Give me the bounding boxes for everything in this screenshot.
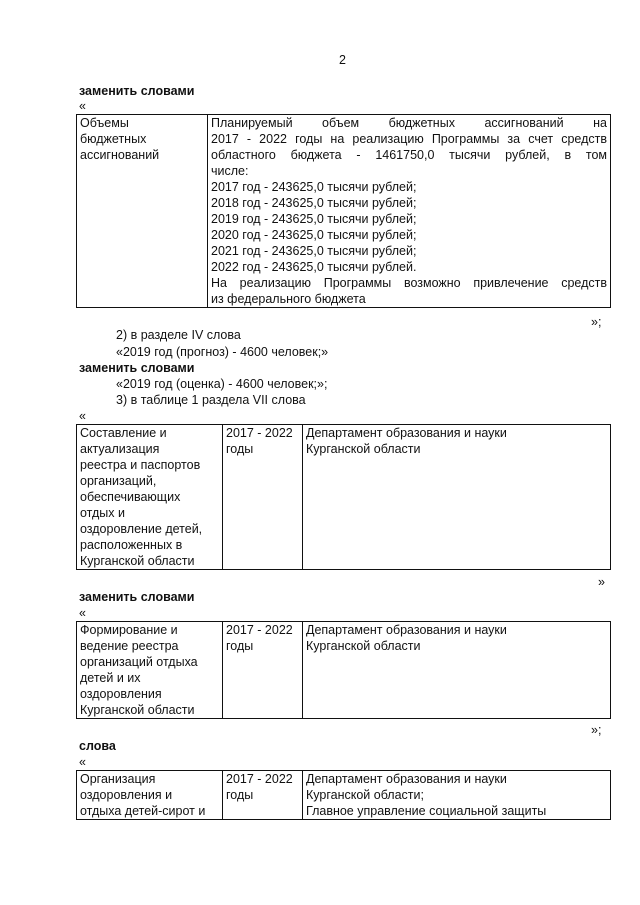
item-2-line: 2) в разделе IV слова (116, 328, 241, 342)
period-cell (223, 425, 303, 570)
open-quote: « (79, 99, 86, 113)
cell-text: из федерального бюджета (211, 292, 366, 306)
cell-text: числе: (211, 164, 249, 178)
table-row (77, 425, 611, 570)
item-2-new-text: «2019 год (оценка) - 4600 человек;»; (116, 377, 328, 391)
cell-text: бюджетных (80, 132, 147, 146)
cell-text: 2021 год - 243625,0 тысячи рублей; (211, 244, 417, 258)
cell-text: 2017 - 2022 (226, 772, 293, 786)
item-3-line: 3) в таблице 1 раздела VII слова (116, 393, 306, 407)
cell-text: годы (226, 442, 254, 456)
cell-text: Курганской области; (306, 788, 424, 802)
page-number: 2 (339, 53, 346, 67)
cell-text: ведение реестра (80, 639, 179, 653)
cell-text: 2017 - 2022 (226, 623, 293, 637)
cell-text: оздоровления и (80, 788, 173, 802)
cell-text: Департамент образования и науки (306, 426, 507, 440)
cell-text: организаций, (80, 474, 157, 488)
cell-text: Департамент образования и науки (306, 623, 507, 637)
cell-text: Главное управление социальной защиты (306, 804, 547, 818)
cell-text: Курганской области (80, 703, 195, 717)
cell-text: Планируемый объем бюджетных ассигнований на (211, 116, 607, 130)
cell-text: реестра и паспортов (80, 458, 201, 472)
cell-text: 2017 - 2022 (226, 426, 293, 440)
open-quote: « (79, 755, 86, 769)
table-row (77, 771, 611, 820)
replace-words-heading: заменить словами (79, 84, 195, 98)
item-2-old-text: «2019 год (прогноз) - 4600 человек;» (116, 345, 329, 359)
responsible-cell (303, 622, 611, 719)
cell-text: актуализация (80, 442, 160, 456)
cell-text: годы (226, 639, 254, 653)
measures-table-new (76, 621, 611, 719)
cell-text: Организация (80, 772, 156, 786)
measure-name-cell (77, 622, 223, 719)
replace-words-heading: заменить словами (79, 590, 195, 604)
cell-text: Курганской области (80, 554, 195, 568)
cell-text: Курганской области (306, 442, 421, 456)
cell-text: детей и их (80, 671, 141, 685)
cell-text: На реализацию Программы возможно привлечение средств (211, 276, 607, 290)
cell-text: Курганской области (306, 639, 421, 653)
open-quote: « (79, 606, 86, 620)
cell-text: 2022 год - 243625,0 тысячи рублей. (211, 260, 417, 274)
cell-text: Формирование и (80, 623, 178, 637)
cell-text: отдых и (80, 506, 125, 520)
budget-label-cell (77, 115, 208, 308)
cell-text: обеспечивающих (80, 490, 181, 504)
table-row (77, 115, 611, 308)
period-cell (223, 771, 303, 820)
cell-text: областного бюджета - 1461750,0 тысячи рублей, в том (211, 148, 607, 162)
cell-text: Объемы (80, 116, 129, 130)
cell-text: годы (226, 788, 254, 802)
cell-text: оздоровления (80, 687, 162, 701)
period-cell (223, 622, 303, 719)
cell-text: Составление и (80, 426, 167, 440)
responsible-cell (303, 771, 611, 820)
close-quote: » (598, 575, 605, 589)
cell-text: 2017 - 2022 годы на реализацию Программы за счет средств (211, 132, 607, 146)
measures-table-old (76, 424, 611, 570)
cell-text: 2020 год - 243625,0 тысячи рублей; (211, 228, 417, 242)
budget-table (76, 114, 611, 308)
table-row (77, 622, 611, 719)
budget-content-cell (208, 115, 611, 308)
open-quote: « (79, 409, 86, 423)
cell-text: отдыха детей-сирот и (80, 804, 206, 818)
replace-words-heading: заменить словами (79, 361, 195, 375)
cell-text: Департамент образования и науки (306, 772, 507, 786)
cell-text: 2017 год - 243625,0 тысячи рублей; (211, 180, 417, 194)
close-quote: »; (591, 315, 602, 329)
close-quote: »; (591, 723, 602, 737)
cell-text: 2018 год - 243625,0 тысячи рублей; (211, 196, 417, 210)
cell-text: организаций отдыха (80, 655, 198, 669)
measure-name-cell (77, 771, 223, 820)
measures-table-orphans (76, 770, 611, 820)
words-heading: слова (79, 739, 116, 753)
cell-text: ассигнований (80, 148, 160, 162)
cell-text: оздоровление детей, (80, 522, 203, 536)
cell-text: расположенных в (80, 538, 183, 552)
responsible-cell (303, 425, 611, 570)
measure-name-cell (77, 425, 223, 570)
cell-text: 2019 год - 243625,0 тысячи рублей; (211, 212, 417, 226)
